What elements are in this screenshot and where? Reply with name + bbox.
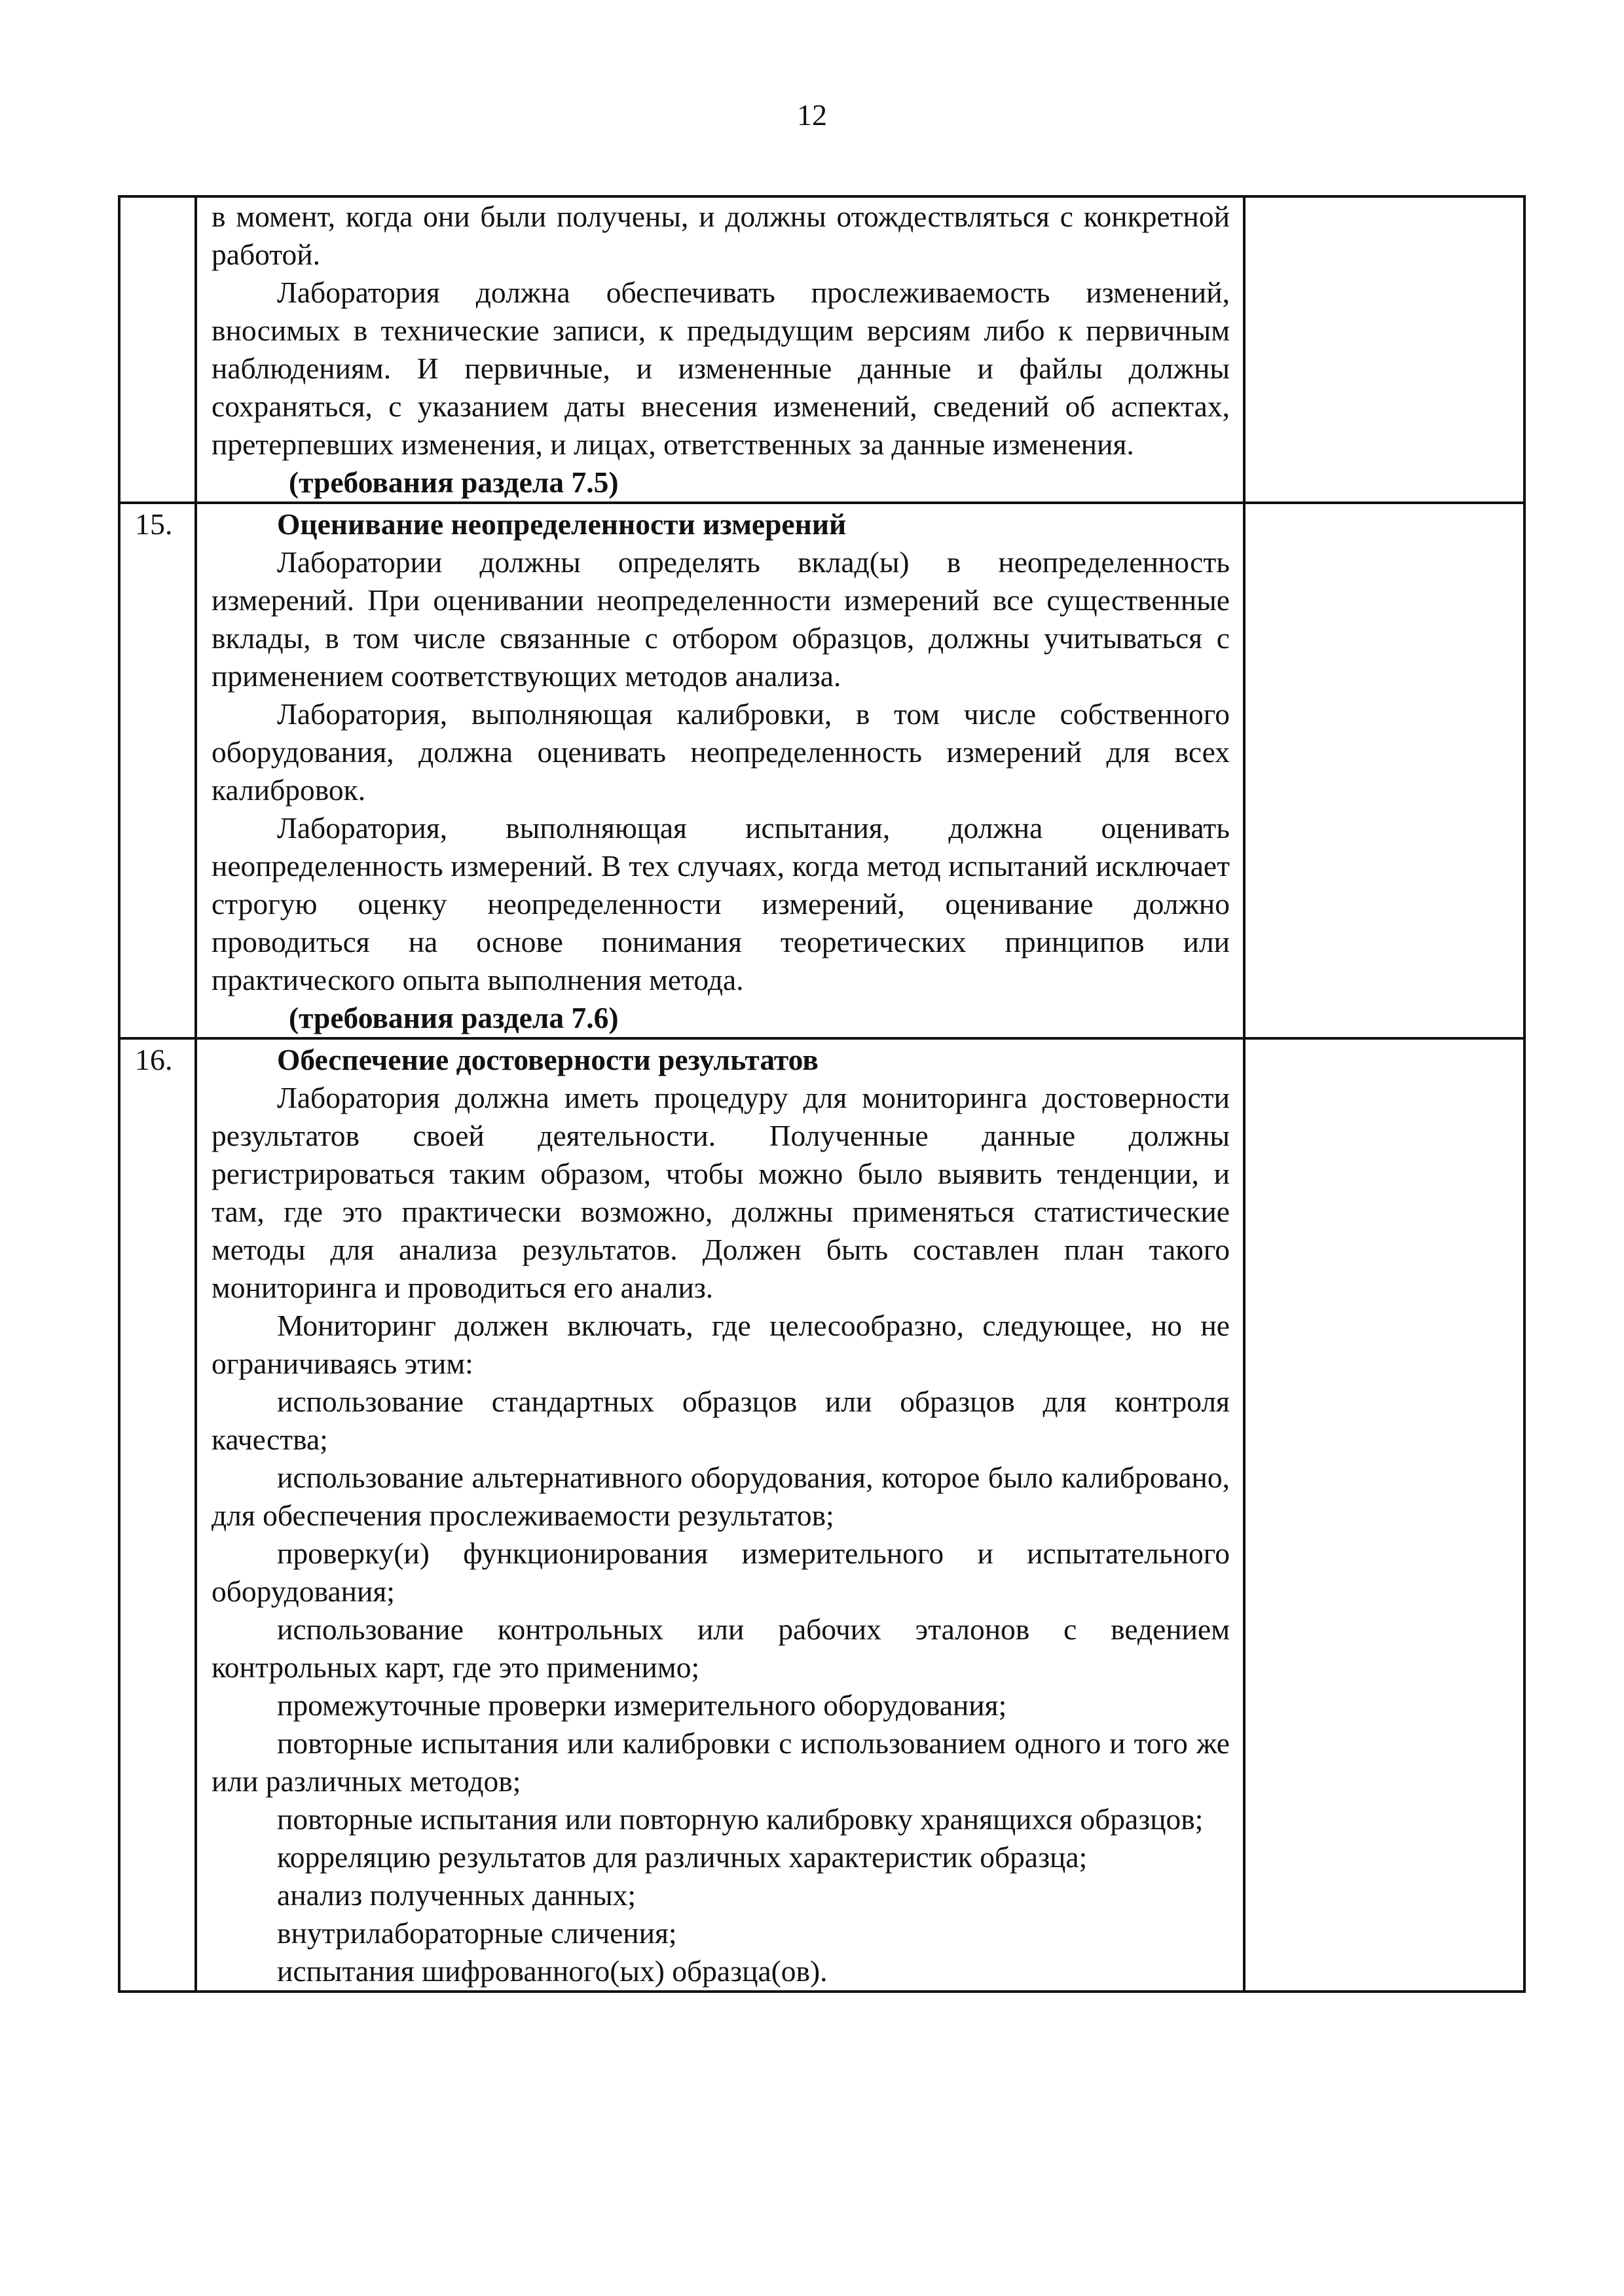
note-cell — [1244, 196, 1524, 503]
list-item: корреляцию результатов для различных характеристик образца; — [277, 1840, 1088, 1874]
table-row — [119, 1038, 1524, 1992]
paragraph: Лаборатория, выполняющая испытания, должна оценивать неопределенность измерений. В тех случаях, когда метод испытаний исключает строгую оценку неопределенности измерений, оценивание должно проводиться на основе понимания теоретических принципов или практического опыта выполнения метода. — [212, 811, 1230, 996]
list-item: анализ полученных данных; — [277, 1878, 636, 1912]
list-item: проверку(и) функционирования измерительного и испытательного оборудования; — [212, 1537, 1230, 1608]
requirement-text-cell — [196, 503, 1244, 1038]
list-item: испытания шифрованного(ых) образца(ов). — [277, 1954, 828, 1988]
row-number-cell — [119, 196, 196, 503]
table-row — [119, 503, 1524, 1038]
list-item: использование стандартных образцов или образцов для контроля качества; — [212, 1385, 1230, 1456]
section-heading: Оценивание неопределенности измерений — [277, 507, 847, 541]
paragraph: в момент, когда они были получены, и должны отождествляться с конкретной работой. — [212, 200, 1230, 271]
note-cell — [1244, 503, 1524, 1038]
list-item: использование контрольных или рабочих эталонов с ведением контрольных карт, где это применимо; — [212, 1613, 1230, 1684]
list-item: промежуточные проверки измерительного оборудования; — [277, 1688, 1007, 1722]
note-cell — [1244, 1038, 1524, 1992]
section-heading: Обеспечение достоверности результатов — [277, 1043, 819, 1076]
requirement-text-cell — [196, 196, 1244, 503]
list-item: повторные испытания или повторную калибровку хранящихся образцов; — [277, 1802, 1204, 1836]
section-requirement: (требования раздела 7.6) — [289, 1001, 619, 1034]
paragraph: Лаборатория должна иметь процедуру для мониторинга достоверности результатов своей деятельности. Полученные данные должны регистрироваться таким образом, чтобы можно было выявить тенденции, и там, где это практически возможно, должны применяться статистические методы для анализа результатов. Должен быть составлен план такого мониторинга и проводиться его анализ. — [212, 1081, 1230, 1304]
requirement-text-cell — [196, 1038, 1244, 1992]
page-number: 12 — [797, 98, 827, 132]
requirements-table — [118, 195, 1526, 1993]
section-requirement: (требования раздела 7.5) — [289, 465, 619, 499]
list-item: внутрилабораторные сличения; — [277, 1916, 677, 1950]
list-item: использование альтернативного оборудования, которое было калибровано, для обеспечения прослеживаемости результатов; — [212, 1461, 1230, 1532]
paragraph: Лаборатория, выполняющая калибровки, в том числе собственного оборудования, должна оценивать неопределенность измерений для всех калибровок. — [212, 697, 1230, 807]
row-number-cell: 16. — [119, 1038, 196, 1992]
list-item: повторные испытания или калибровки с использованием одного и того же или различных методов; — [212, 1726, 1230, 1798]
paragraph: Лаборатории должны определять вклад(ы) в неопределенность измерений. При оценивании неопределенности измерений все существенные вклады, в том числе связанные с отбором образцов, должны учитываться с применением соответствующих методов анализа. — [212, 545, 1230, 693]
paragraph: Лаборатория должна обеспечивать прослеживаемость изменений, вносимых в технические записи, к предыдущим версиям либо к первичным наблюдениям. И первичные, и измененные данные и файлы должны сохраняться, с указанием даты внесения изменений, сведений об аспектах, претерпевших изменения, и лицах, ответственных за данные изменения. — [212, 276, 1230, 461]
row-number-cell: 15. — [119, 503, 196, 1038]
table-row — [119, 196, 1524, 503]
paragraph: Мониторинг должен включать, где целесообразно, следующее, но не ограничиваясь этим: — [212, 1309, 1230, 1380]
